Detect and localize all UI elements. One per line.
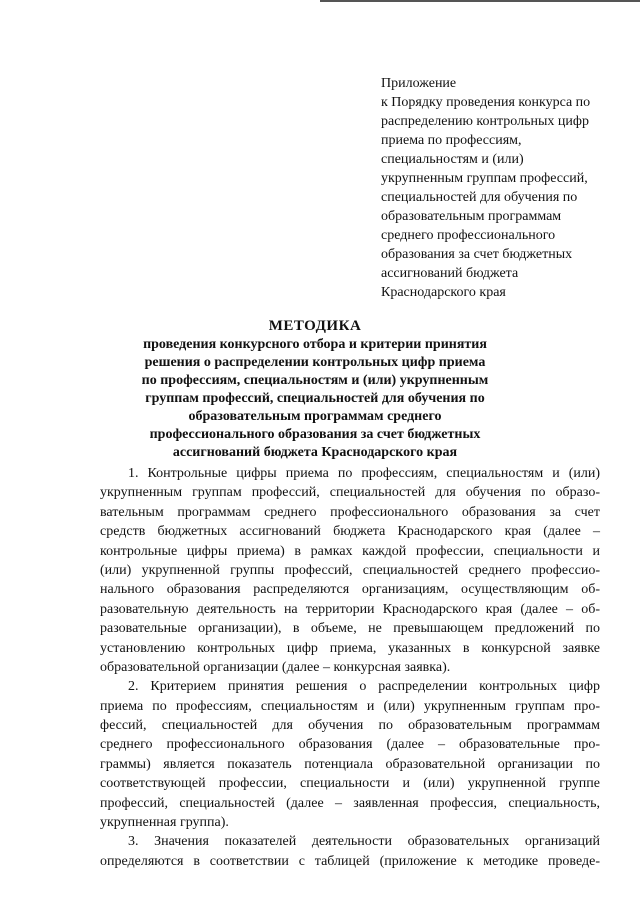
body-line: фессий, специальностей для обучения по образовательным программам — [100, 718, 600, 734]
document-body — [100, 464, 600, 871]
body-line: нального образования распределяются организациям, осуществляющим об- — [100, 582, 600, 598]
appendix-line: приема по профессиям, — [381, 133, 522, 148]
body-line: среднего профессионального образования (далее – образовательные про- — [100, 737, 600, 753]
subtitle-line: по профессиям, специальностям и (или) укрупненным — [141, 373, 489, 388]
paragraph-3 — [100, 832, 600, 871]
body-line: определяются в соответствии с таблицей (приложение к методике проведе- — [100, 853, 600, 869]
appendix-line: среднего профессионального — [381, 228, 556, 243]
body-line: разовательные организации), в объеме, не превышающем предложений по — [100, 621, 600, 637]
subtitle-line: образовательным программам среднего — [188, 409, 442, 424]
body-line: 1. Контрольные цифры приема по профессиям, специальностям и (или) — [128, 466, 600, 481]
body-line: укрупненным группам профессий, специальностей для обучения по образо- — [100, 485, 600, 501]
appendix-line: образовательным программам — [381, 209, 562, 224]
body-line: укрупненная группа). — [100, 815, 229, 831]
appendix-line: образования за счет бюджетных — [381, 247, 573, 262]
appendix-line: Краснодарского края — [381, 285, 506, 300]
appendix-line: к Порядку проведения конкурса по — [381, 95, 591, 110]
paragraph-2 — [100, 677, 600, 832]
appendix-line: специальностей для обучения по — [381, 190, 578, 205]
body-line: средств бюджетных ассигнований бюджета Краснодарского края (далее – — [100, 524, 600, 540]
title-subtitle — [80, 336, 550, 462]
body-line: 2. Критерием принятия решения о распределении контрольных цифр — [128, 679, 600, 695]
body-line: вательным программам среднего профессионального образования за счет — [100, 504, 600, 520]
body-line: контрольные цифры приема) в рамках каждой профессии, специальности и — [100, 543, 600, 559]
appendix-note — [381, 74, 631, 302]
title-heading: МЕТОДИКА — [268, 318, 362, 334]
subtitle-line: группам профессий, специальностей для обучения по — [145, 391, 485, 406]
appendix-line: укрупненным группам профессий, — [381, 171, 588, 186]
subtitle-line: решения о распределении контрольных цифр приема — [144, 355, 486, 370]
body-line: профессий, специальностей (далее – заявленная профессия, специальность, — [100, 795, 600, 811]
body-line: (или) укрупненной группы профессий, специальностей среднего профессио- — [100, 562, 600, 578]
body-line: разовательную деятельность на территории Краснодарского края (далее – об- — [100, 601, 600, 617]
subtitle-line: ассигнований бюджета Краснодарского края — [172, 445, 458, 460]
paragraph-1 — [100, 464, 600, 677]
body-line: граммы) является показатель потенциала образовательной организации по — [100, 756, 600, 772]
appendix-line: распределению контрольных цифр — [381, 114, 589, 129]
body-line: соответствующей профессии, специальности и (или) укрупненной группе — [100, 776, 600, 792]
document-title — [80, 316, 550, 462]
subtitle-line: проведения конкурсного отбора и критерии принятия — [143, 337, 487, 352]
body-line: образовательной организации (далее – конкурсная заявка). — [100, 659, 451, 675]
body-line: 3. Значения показателей деятельности образовательных организаций — [128, 834, 600, 850]
body-line: установлению контрольных цифр приема, указанных в конкурсной заявке — [100, 640, 600, 656]
appendix-line: специальностям и (или) — [381, 152, 524, 167]
appendix-line: Приложение — [381, 76, 457, 91]
body-line: приема по профессиям, специальностям и (или) укрупненным группам про- — [100, 698, 600, 714]
subtitle-line: профессионального образования за счет бюджетных — [149, 427, 481, 442]
appendix-line: ассигнований бюджета — [381, 266, 519, 281]
top-edge-rule — [320, 0, 640, 2]
